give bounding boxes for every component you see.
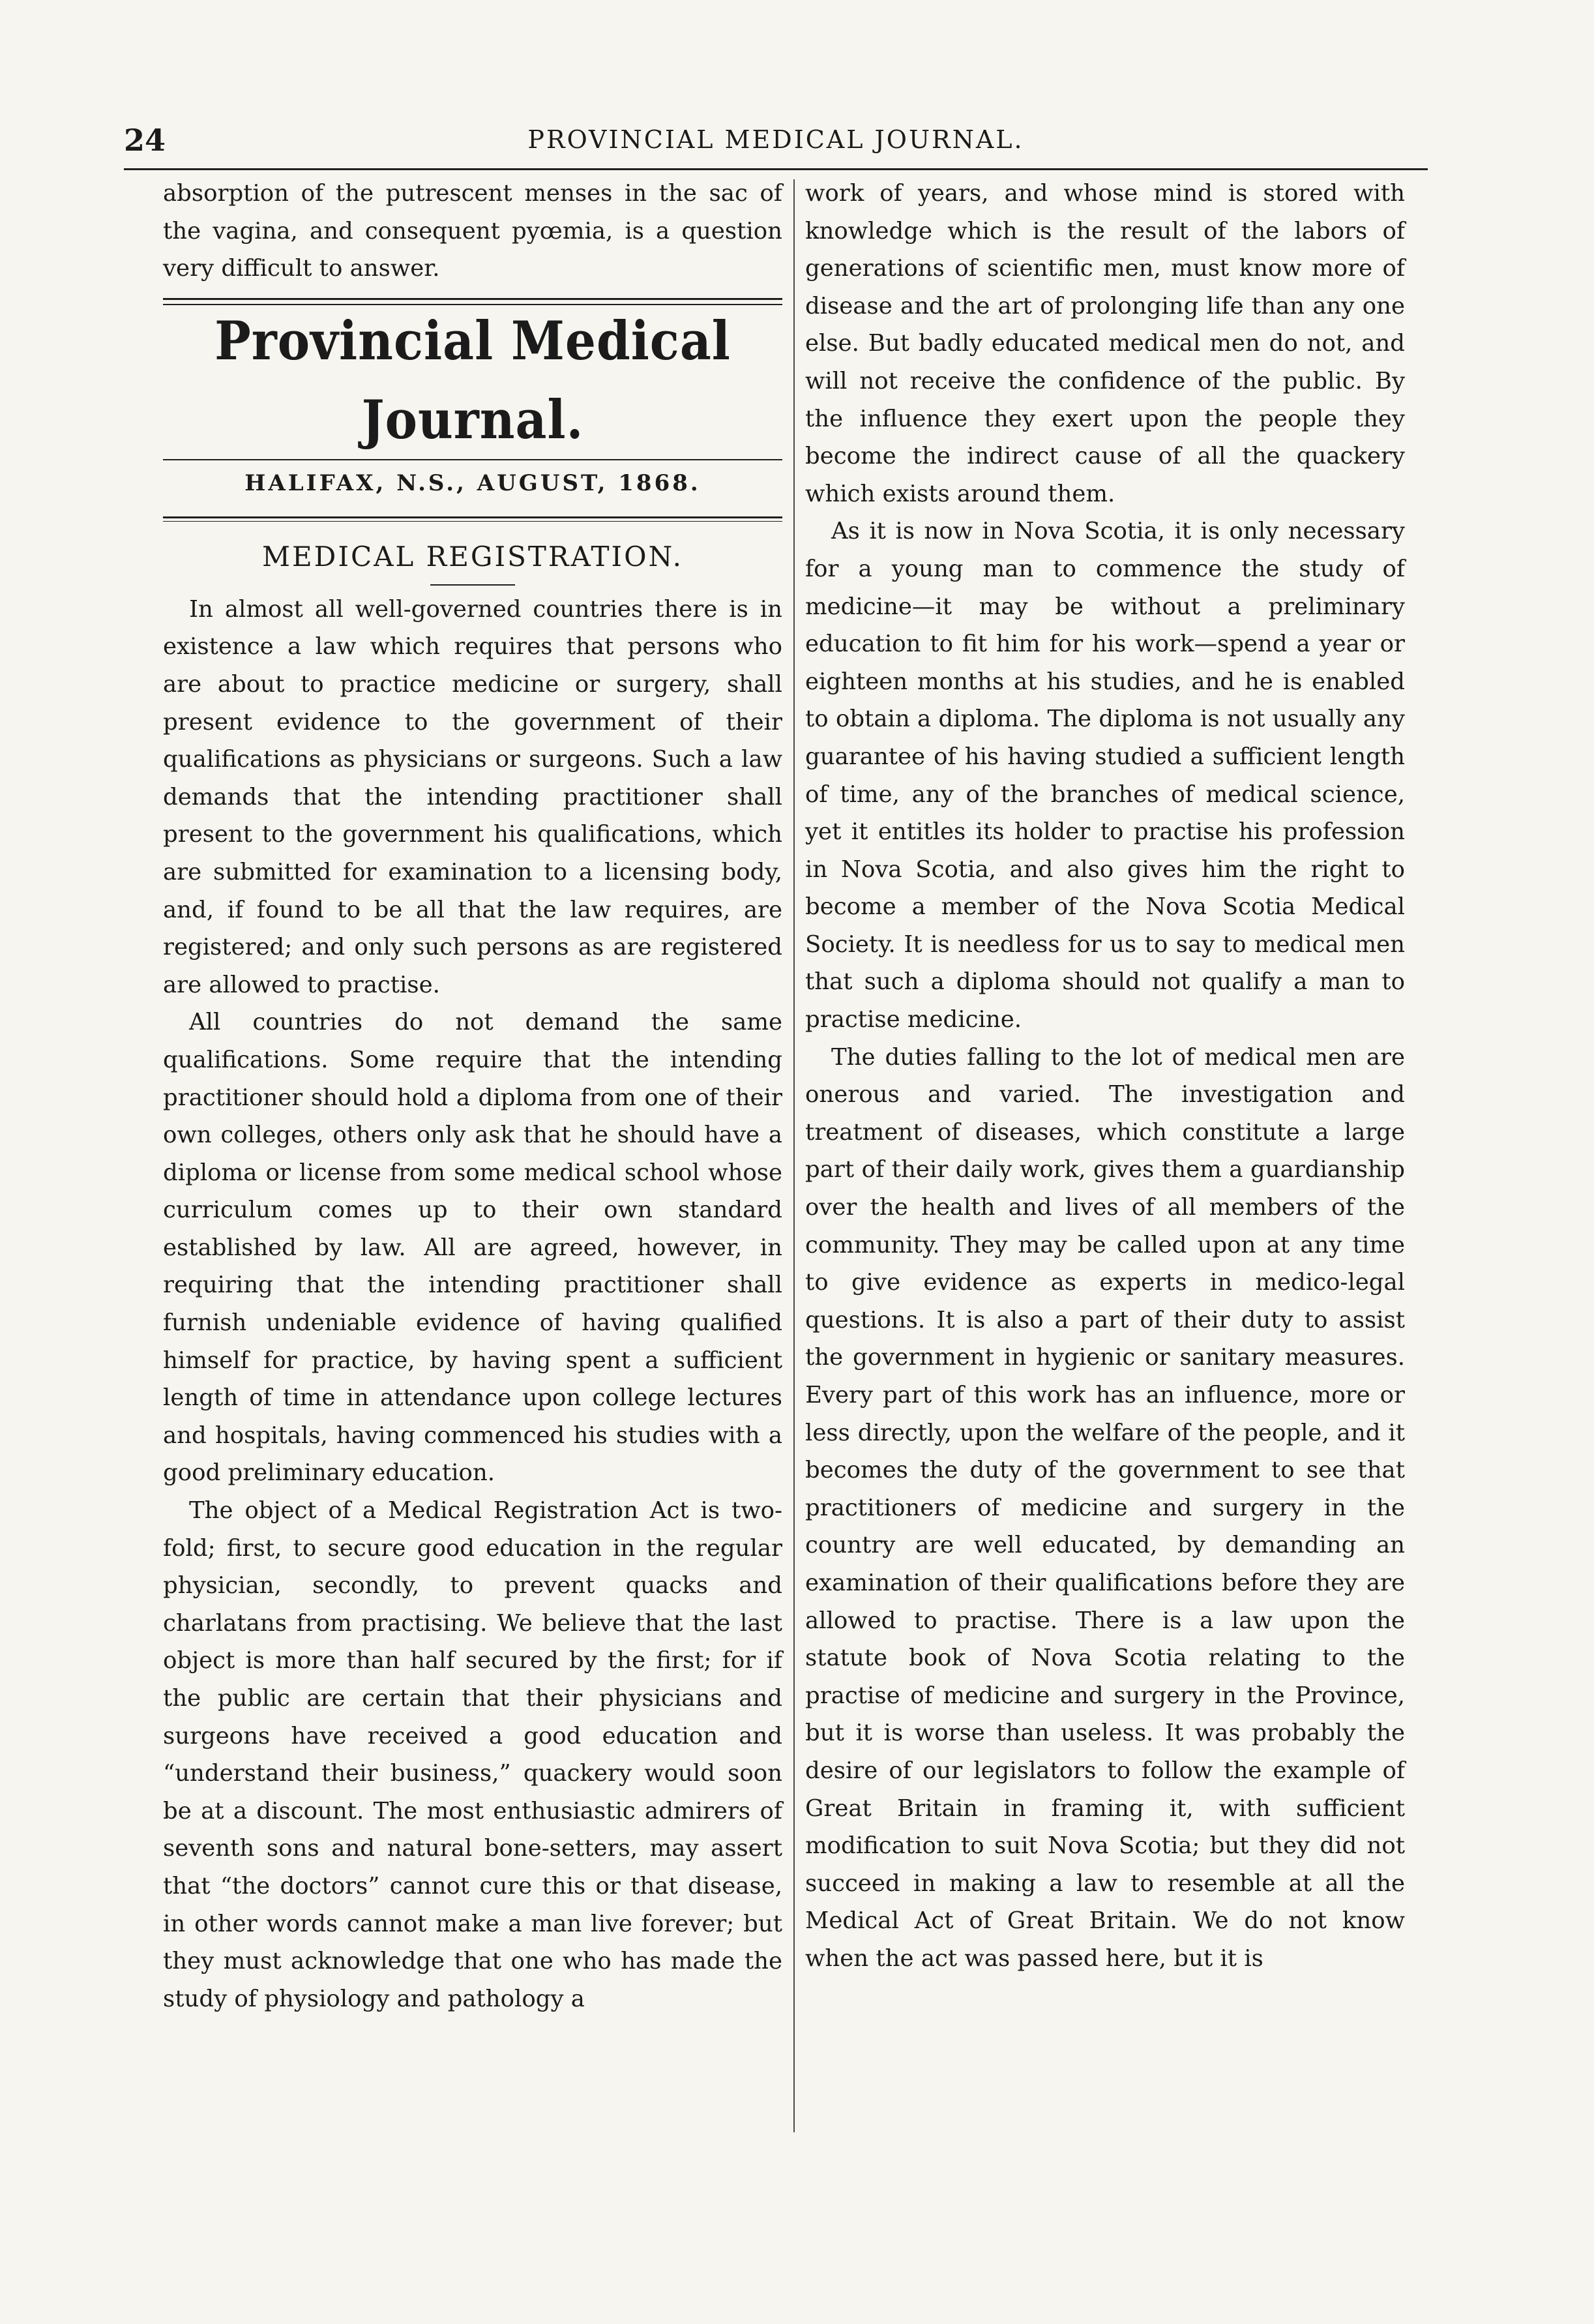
dateline: HALIFAX, N.S., AUGUST, 1868. (244, 469, 701, 496)
masthead-title: Provincial Medical Journal. (214, 310, 731, 451)
section-title: MEDICAL REGISTRATION. (262, 540, 683, 573)
header-rule (124, 168, 1428, 170)
opening-paragraph: absorption of the putrescent menses in the sac of the vagina, and consequent pyœmia, is a question very difficult to answer. (163, 180, 782, 282)
running-head: PROVINCIAL MEDICAL JOURNAL. (527, 125, 1024, 154)
left-paragraph-2: All countries do not demand the same qualifications. Some require that the intending practitioner should hold a diploma from one of their own colleges, others only ask that he should have a diploma or license from some medical school whose curriculum comes up to their own standard established by law. All are agreed, however, in requiring that the intending practitioner shall furnish undeniable evidence of having qualified himself for practice, by having spent a sufficient length of time in attendance upon college lectures and hospitals, having commenced his studies with a good preliminary education. (163, 1009, 782, 1487)
right-column (805, 175, 1405, 1978)
left-column (163, 175, 782, 2018)
column-divider (793, 179, 795, 2132)
dateline-rule (163, 516, 782, 522)
left-paragraph-3: The object of a Medical Registration Act is two-fold; first, to secure good education in the regular physician, secondly, to prevent quacks and charlatans from practising. We believe that the last object is more than half secured by the first; for if the public are certain that their physicians and surgeons have received a good education and “understand their business,” quackery would soon be at a discount. The most enthusiastic admirers of seventh sons and natural bone-setters, may assert that “the doctors” cannot cure this or that disease, in other words cannot make a man live forever; but they must acknowledge that one who has made the study of physiology and pathology a (163, 1497, 782, 2012)
title-rule (430, 584, 515, 586)
right-paragraph-1: work of years, and whose mind is stored with knowledge which is the result of the labors of generations of scientific men, must know more of disease and the art of prolonging life than any one else. But badly educated medical men do not, and will not receive the confidence of the public. By the influence they exert upon the people they become the indirect cause of all the quackery which exists around them. (805, 180, 1405, 507)
right-paragraph-2: As it is now in Nova Scotia, it is only necessary for a young man to commence the study of medicine—it may be without a preliminary education to fit him for his work—spend a year or eighteen months at his studies, and he is enabled to obtain a diploma. The diploma is not usually any guarantee of his having studied a sufficient length of time, any of the branches of medical science, yet it entitles its holder to practise his profession in Nova Scotia, and also gives him the right to become a member of the Nova Scotia Medical Society. It is needless for us to say to medical men that such a diploma should not qualify a man to practise medicine. (805, 518, 1405, 1034)
left-paragraph-1: In almost all well-governed countries there is in existence a law which requires that persons who are about to practice medicine or surgery, shall present evidence to the government of their qualifications as physicians or surgeons. Such a law demands that the intending practitioner shall present to the government his qualifications, which are submitted for examination to a licensing body, and, if found to be all that the law requires, are registered; and only such persons as are registered are allowed to practise. (163, 595, 782, 998)
right-paragraph-3: The duties falling to the lot of medical men are onerous and varied. The investigation and treatment of diseases, which constitute a large part of their daily work, gives them a guardianship over the health and lives of all members of the community. They may be called upon at any time to give evidence as experts in medico-legal questions. It is also a part of their duty to assist the government in hygienic or sanitary measures. Every part of this work has an influence, more or less directly, upon the welfare of the people, and it becomes the duty of the government to see that practitioners of medicine and surgery in the country are well educated, by demanding an examination of their qualifications before they are allowed to practise. There is a law upon the statute book of Nova Scotia relating to the practise of medicine and surgery in the Province, but it is worse than useless. It was probably the desire of our legislators to follow the example of Great Britain in framing it, with sufficient modification to suit Nova Scotia; but they did not succeed in making a law to resemble at all the Medical Act of Great Britain. We do not know when the act was passed here, but it is (805, 1043, 1405, 1972)
page-header (124, 123, 1428, 168)
page-number: 24 (124, 123, 166, 158)
